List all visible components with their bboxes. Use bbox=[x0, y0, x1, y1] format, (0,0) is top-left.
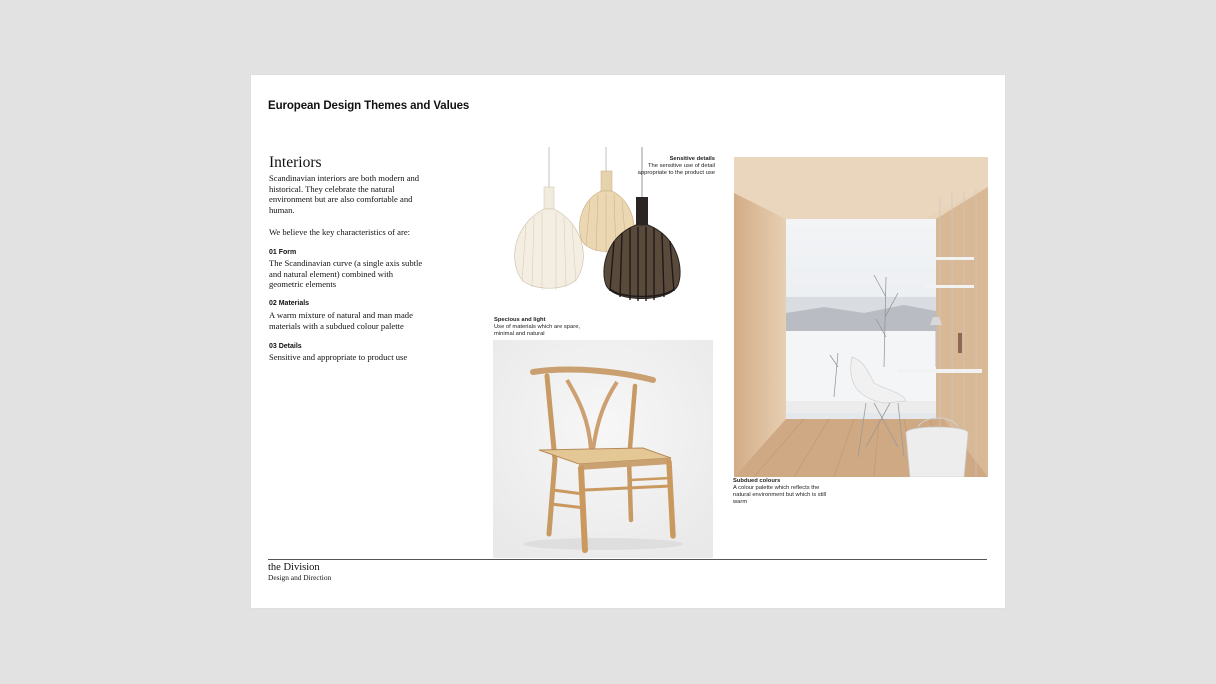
belief-paragraph: We believe the key characteristics of are: bbox=[269, 227, 411, 237]
item-label-materials: 02 Materials bbox=[269, 300, 310, 307]
caption-specious-light bbox=[494, 317, 586, 338]
intro-paragraph: Scandinavian interiors are both modern and historical. They celebrate the natural environment but are also comfortable and human. bbox=[269, 173, 420, 215]
caption-light-text: Use of materials which are spare, minimal and natural bbox=[494, 323, 581, 337]
caption-colours-title: Subdued colours bbox=[733, 478, 781, 484]
item-label-form: 01 Form bbox=[269, 249, 297, 256]
wooden-interior-image bbox=[734, 157, 988, 477]
footer-tagline: Design and Direction bbox=[268, 573, 332, 582]
item-text-materials: A warm mixture of natural and man made materials with a subdued colour palette bbox=[269, 310, 413, 331]
caption-details-text: The sensitive use of detail appropriate to the product use bbox=[637, 162, 715, 176]
item-text-form: The Scandinavian curve (a single axis subtle and natural element) combined with geometric elements bbox=[269, 258, 423, 290]
caption-sensitive-details bbox=[621, 156, 715, 177]
presentation-slide bbox=[251, 75, 1005, 608]
caption-light-title: Specious and light bbox=[494, 317, 546, 323]
caption-subdued-colours bbox=[733, 478, 829, 506]
slide-title: European Design Themes and Values bbox=[268, 100, 470, 112]
item-label-details: 03 Details bbox=[269, 343, 302, 350]
caption-colours-text: A colour palette which reflects the natural environment but which is still warm bbox=[733, 484, 827, 505]
item-text-details: Sensitive and appropriate to product use bbox=[269, 352, 408, 362]
wishbone-chair-image bbox=[493, 340, 713, 558]
section-heading: Interiors bbox=[269, 154, 322, 171]
footer-rule bbox=[268, 559, 987, 560]
caption-details-title: Sensitive details bbox=[669, 156, 715, 162]
footer-brand: the Division bbox=[268, 562, 320, 573]
